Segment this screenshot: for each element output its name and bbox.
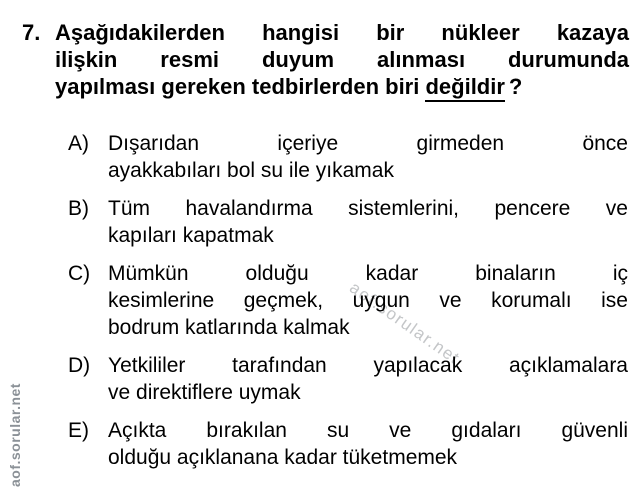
option-e-line-1: Açıkta bırakılan su ve gıdaları güvenli	[108, 419, 628, 442]
option-a-line-1: Dışarıdan içeriye girmeden önce	[108, 132, 628, 155]
option-d-line-1: Yetkililer tarafından yapılacak açıklamalara	[108, 354, 628, 377]
option-c-line-2: kesimlerine geçmek, uygun ve korumalı ise	[108, 289, 628, 312]
question-line-2: ilişkin resmi duyum alınması durumunda	[55, 47, 629, 72]
option-e-text	[108, 417, 628, 471]
option-b-line-2: kapıları kapatmak	[108, 224, 274, 247]
question-number: 7.	[22, 20, 41, 45]
option-b-letter: B)	[68, 197, 89, 220]
option-c-line-3: bodrum katlarında kalmak	[108, 316, 350, 339]
options-list	[68, 130, 628, 482]
option-c	[68, 260, 628, 341]
option-b-line-1: Tüm havalandırma sistemlerini, pencere ve	[108, 197, 628, 220]
site-watermark-vertical: aof.sorular.net	[7, 383, 23, 487]
question-text	[55, 19, 629, 100]
question-mark: ?	[508, 74, 523, 99]
question-line-3-prefix: yapılması gereken tedbirlerden biri	[55, 74, 426, 99]
option-a-letter: A)	[68, 132, 89, 155]
option-d-line-2: ve direktiflere uymak	[108, 381, 301, 404]
option-e-line-2: olduğu açıklanana kadar tüketmemek	[108, 446, 458, 469]
option-b-text	[108, 195, 628, 249]
option-a-line-2: ayakkabıları bol su ile yıkamak	[108, 159, 394, 182]
question-line-1: Aşağıdakilerden hangisi bir nükleer kazaya	[55, 20, 629, 45]
option-b	[68, 195, 628, 249]
question-keyword-underlined: değildir	[425, 74, 504, 102]
option-d-text	[108, 352, 628, 406]
question-line-3	[55, 73, 629, 100]
option-a	[68, 130, 628, 184]
option-a-text	[108, 130, 628, 184]
option-e	[68, 417, 628, 471]
option-c-line-1: Mümkün olduğu kadar binaların iç	[108, 262, 628, 285]
option-c-text	[108, 260, 628, 341]
option-d-letter: D)	[68, 354, 91, 377]
option-c-letter: C)	[68, 262, 91, 285]
option-e-letter: E)	[68, 419, 89, 442]
option-d	[68, 352, 628, 406]
question-block	[22, 19, 629, 100]
site-watermark-diagonal: aof.sorular.net	[346, 278, 464, 369]
